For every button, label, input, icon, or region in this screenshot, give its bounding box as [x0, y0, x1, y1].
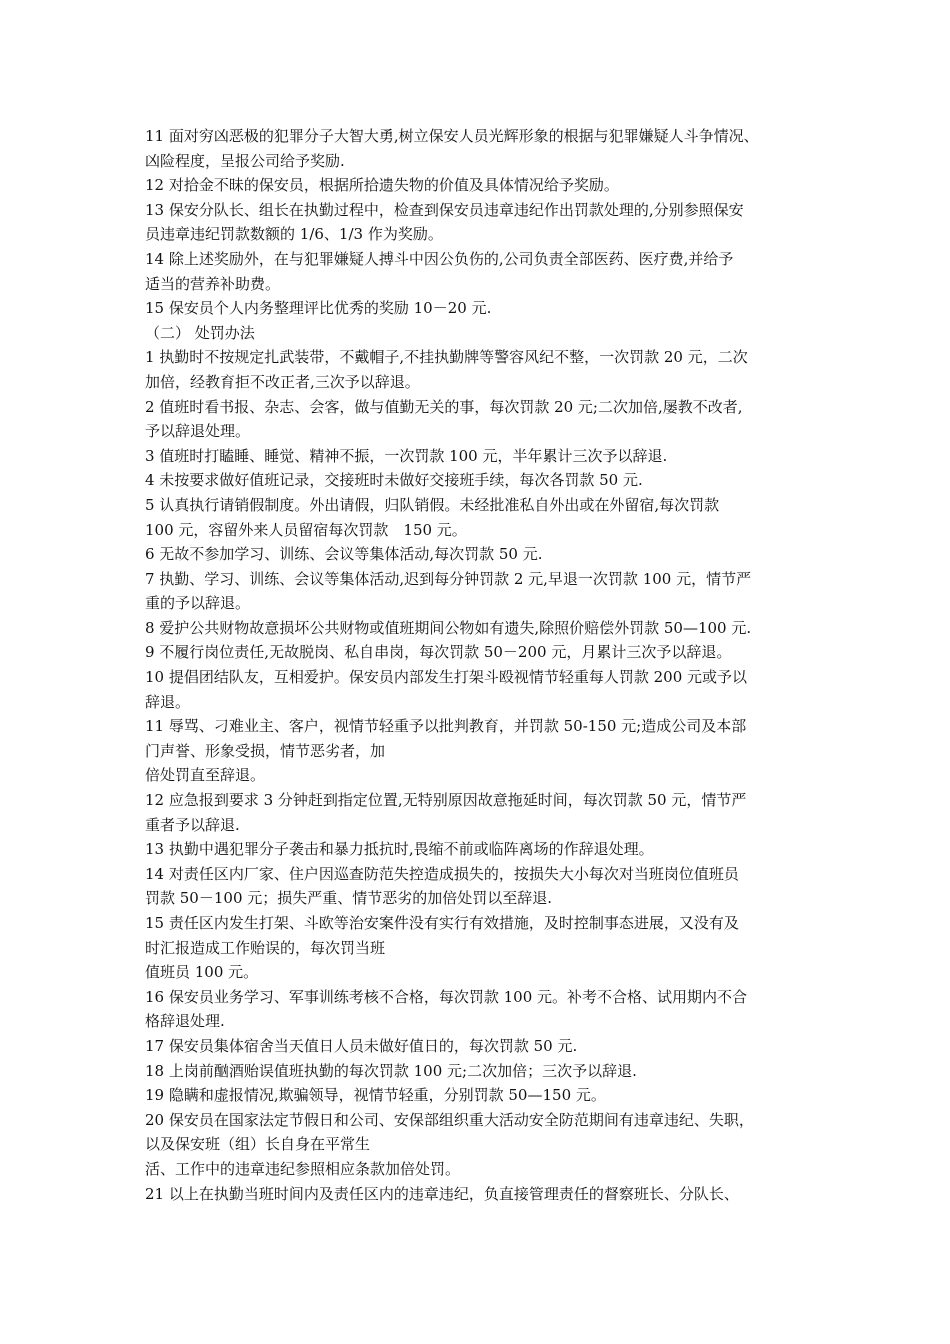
- section-heading: （二） 处罚办法: [145, 323, 255, 342]
- text-line: 16 保安员业务学习、军事训练考核不合格，每次罚款 100 元。补考不合格、试用期内不合: [145, 987, 748, 1006]
- text-line: 13 保安分队长、组长在执勤过程中，检查到保安员违章违纪作出罚款处理的,分别参照保安: [145, 200, 744, 219]
- text-line: 重的予以辞退。: [145, 594, 251, 613]
- text-line: 门声誉、形象受损，情节恶劣者，加: [145, 741, 386, 760]
- text-line: 8 爱护公共财物故意损坏公共财物或值班期间公物如有遗失,除照价赔偿外罚款 50—100 元.: [145, 618, 752, 637]
- text-line: 值班员 100 元。: [145, 963, 259, 982]
- text-line: 17 保安员集体宿舍当天值日人员未做好值日的，每次罚款 50 元.: [145, 1036, 578, 1055]
- text-line: 20 保安员在国家法定节假日和公司、安保部组织重大活动安全防范期间有违章违纪、失职，: [145, 1110, 754, 1129]
- text-line: 18 上岗前酗酒贻误值班执勤的每次罚款 100 元;二次加倍；三次予以辞退.: [145, 1061, 637, 1080]
- text-line: 加倍，经教育拒不改正者,三次予以辞退。: [145, 372, 420, 391]
- text-line: 罚款 50－100 元；损失严重、情节恶劣的加倍处罚以至辞退.: [145, 889, 553, 908]
- text-line: 时汇报造成工作贻误的，每次罚当班: [145, 938, 386, 957]
- text-line: 10 提倡团结队友，互相爱护。保安员内部发生打架斗殴视情节轻重每人罚款 200 元或予以: [145, 668, 748, 687]
- text-line: 2 值班时看书报、杂志、会客，做与值勤无关的事，每次罚款 20 元;二次加倍,屡教不改者,: [145, 397, 743, 416]
- text-line: 15 责任区内发生打架、斗欧等治安案件没有实行有效措施，及时控制事态进展，又没有及: [145, 914, 739, 932]
- text-line: 14 对责任区内厂家、住户因巡查防范失控造成损失的，按损失大小每次对当班岗位值班员: [145, 864, 739, 883]
- text-line: 员违章违纪罚款数额的 1/6、1/3 作为奖励。: [145, 225, 443, 244]
- text-line: 11 面对穷凶恶极的犯罪分子大智大勇,树立保安人员光辉形象的根据与犯罪嫌疑人斗争情况、: [145, 127, 759, 145]
- text-line: 适当的营养补助费。: [145, 274, 281, 293]
- text-line: 15 保安员个人内务整理评比优秀的奖励 10－20 元.: [145, 299, 492, 318]
- text-line: 6 无故不参加学习、训练、会议等集体活动,每次罚款 50 元.: [145, 545, 543, 564]
- text-line: 予以辞退处理。: [145, 422, 251, 441]
- text-line: 以及保安班（组）长自身在平常生: [145, 1135, 371, 1154]
- text-line: 4 未按要求做好值班记录，交接班时未做好交接班手续，每次各罚款 50 元.: [145, 471, 643, 490]
- text-line: 3 值班时打瞌睡、睡觉、精神不振，一次罚款 100 元，半年累计三次予以辞退.: [145, 446, 668, 465]
- text-line: 格辞退处理.: [145, 1012, 225, 1031]
- text-line: 13 执勤中遇犯罪分子袭击和暴力抵抗时,畏缩不前或临阵离场的作辞退处理。: [145, 840, 654, 859]
- text-line: 21 以上在执勤当班时间内及责任区内的违章违纪，负直接管理责任的督察班长、分队长、: [145, 1184, 739, 1203]
- text-line: 辞退。: [145, 692, 191, 711]
- text-line: 12 应急报到要求 3 分钟赶到指定位置,无特别原因故意拖延时间，每次罚款 50 元，情节严: [145, 791, 747, 810]
- text-line: 7 执勤、学习、训练、会议等集体活动,迟到每分钟罚款 2 元,早退一次罚款 100 元，情节严: [145, 569, 752, 588]
- text-line: 12 对拾金不昧的保安员，根据所拾遗失物的价值及具体情况给予奖励。: [145, 176, 619, 195]
- text-line: 1 执勤时不按规定扎武装带，不戴帽子,不挂执勤牌等警容风纪不整，一次罚款 20 元，二次: [145, 348, 748, 367]
- text-line: 11 辱骂、刁难业主、客户，视情节轻重予以批判教育，并罚款 50-150 元;造成公司及本部: [145, 717, 747, 736]
- text-line: 19 隐瞒和虚报情况,欺骗领导，视情节轻重，分别罚款 50—150 元。: [145, 1086, 606, 1105]
- text-line: 14 除上述奖励外，在与犯罪嫌疑人搏斗中因公负伤的,公司负责全部医药、医疗费,并给予: [145, 249, 734, 268]
- text-line: 100 元，容留外来人员留宿每次罚款 150 元。: [145, 520, 467, 539]
- text-line: 凶险程度，呈报公司给予奖励.: [145, 151, 345, 170]
- text-line: 活、工作中的违章违纪参照相应条款加倍处罚。: [145, 1159, 461, 1178]
- text-line: 倍处罚直至辞退。: [145, 766, 266, 785]
- text-line: 5 认真执行请销假制度。外出请假，归队销假。未经批准私自外出或在外留宿,每次罚款: [145, 495, 720, 514]
- text-line: 重者予以辞退.: [145, 815, 240, 834]
- document-body: [145, 124, 825, 1206]
- text-line: 9 不履行岗位责任,无故脱岗、私自串岗，每次罚款 50－200 元，月累计三次予以辞退。: [145, 643, 732, 662]
